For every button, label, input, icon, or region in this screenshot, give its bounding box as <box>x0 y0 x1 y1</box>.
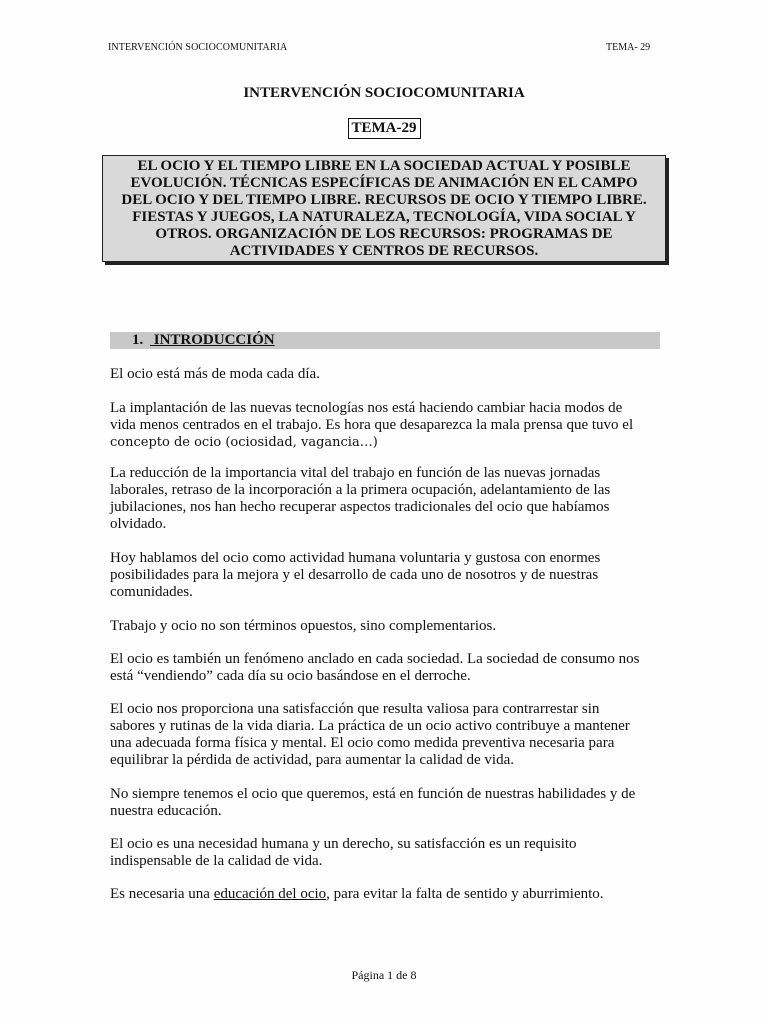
section-number: 1. <box>132 332 144 348</box>
subject-line: OTROS. ORGANIZACIÓN DE LOS RECURSOS: PROGRAMAS DE <box>155 226 613 242</box>
paragraph-line: está “vendiendo” cada día su ocio basándose en el derroche. <box>110 668 471 684</box>
subject-line: ACTIVIDADES Y CENTROS DE RECURSOS. <box>229 243 539 259</box>
paragraph-line: comunidades. <box>110 584 193 600</box>
paragraph-line: El ocio está más de moda cada día. <box>110 366 320 382</box>
subject-line: EVOLUCIÓN. TÉCNICAS ESPECÍFICAS DE ANIMACIÓN EN EL CAMPO <box>130 175 638 191</box>
paragraph-line: Trabajo y ocio no son términos opuestos, sino complementarios. <box>110 618 497 634</box>
paragraph-line: nuestra educación. <box>110 803 222 819</box>
document-title: INTERVENCIÓN SOCIOCOMUNITARIA <box>243 85 525 101</box>
page-footer: Página 1 de 8 <box>351 968 417 982</box>
tema-label-wrapper <box>0 118 768 139</box>
paragraph-line: olvidado. <box>110 516 167 532</box>
paragraph-line: equilibrar la pérdida de actividad, para aumentar la calidad de vida. <box>110 752 514 768</box>
paragraph-line: laborales, retraso de la incorporación a la primera ocupación, adelantamiento de las <box>110 482 611 498</box>
paragraph-line <box>110 886 604 903</box>
tema-label: TEMA-29 <box>348 118 421 139</box>
paragraph-text: , para evitar la falta de sentido y aburrimiento. <box>326 886 604 902</box>
paragraph-line: El ocio es también un fenómeno anclado en cada sociedad. La sociedad de consumo nos <box>110 651 640 667</box>
paragraph-line: El ocio es una necesidad humana y un derecho, su satisfacción es un requisito <box>110 836 577 852</box>
paragraph-line: una adecuada forma física y mental. El ocio como medida preventiva necesaria para <box>110 735 615 751</box>
subject-line: DEL OCIO Y DEL TIEMPO LIBRE. RECURSOS DE OCIO Y TIEMPO LIBRE. <box>121 192 647 208</box>
subject-line: EL OCIO Y EL TIEMPO LIBRE EN LA SOCIEDAD ACTUAL Y POSIBLE <box>137 158 631 174</box>
subject-line: FIESTAS Y JUEGOS, LA NATURALEZA, TECNOLOGÍA, VIDA SOCIAL Y <box>132 209 636 225</box>
paragraph-line: sabores y rutinas de la vida diaria. La práctica de un ocio activo contribuye a mantener <box>110 718 630 734</box>
paragraph-line: No siempre tenemos el ocio que queremos, está en función de nuestras habilidades y de <box>110 786 636 802</box>
paragraph-line: El ocio nos proporciona una satisfacción que resulta valiosa para contrarrestar sin <box>110 701 600 717</box>
paragraph-line: indispensable de la calidad de vida. <box>110 853 323 869</box>
paragraph-line: Hoy hablamos del ocio como actividad humana voluntaria y gustosa con enormes <box>110 550 601 566</box>
subject-box <box>102 155 666 262</box>
page-header-right: TEMA- 29 <box>606 42 651 53</box>
section-heading-text <box>132 332 275 349</box>
paragraph-line: vida menos centrados en el trabajo. Es hora que desaparezca la mala prensa que tuvo el <box>110 417 634 433</box>
page-header-left: INTERVENCIÓN SOCIOCOMUNITARIA <box>108 42 288 53</box>
paragraph-line: jubilaciones, nos han hecho recuperar aspectos tradicionales del ocio que habíamos <box>110 499 610 515</box>
paragraph-line <box>110 434 378 451</box>
section-heading <box>110 332 660 349</box>
section-title: INTRODUCCIÓN <box>153 332 275 348</box>
educacion-del-ocio-link[interactable]: educación del ocio <box>213 886 327 902</box>
paragraph-line: La reducción de la importancia vital del trabajo en función de las nuevas jornadas <box>110 465 601 481</box>
paragraph-line-text: concepto de ocio (ociosidad, vagancia…) <box>110 435 378 450</box>
paragraph-line: posibilidades para la mejora y el desarrollo de cada uno de nosotros y de nuestras <box>110 567 599 583</box>
paragraph-text: Es necesaria una <box>110 886 214 902</box>
paragraph-line: La implantación de las nuevas tecnologías nos está haciendo cambiar hacia modos de <box>110 400 623 416</box>
